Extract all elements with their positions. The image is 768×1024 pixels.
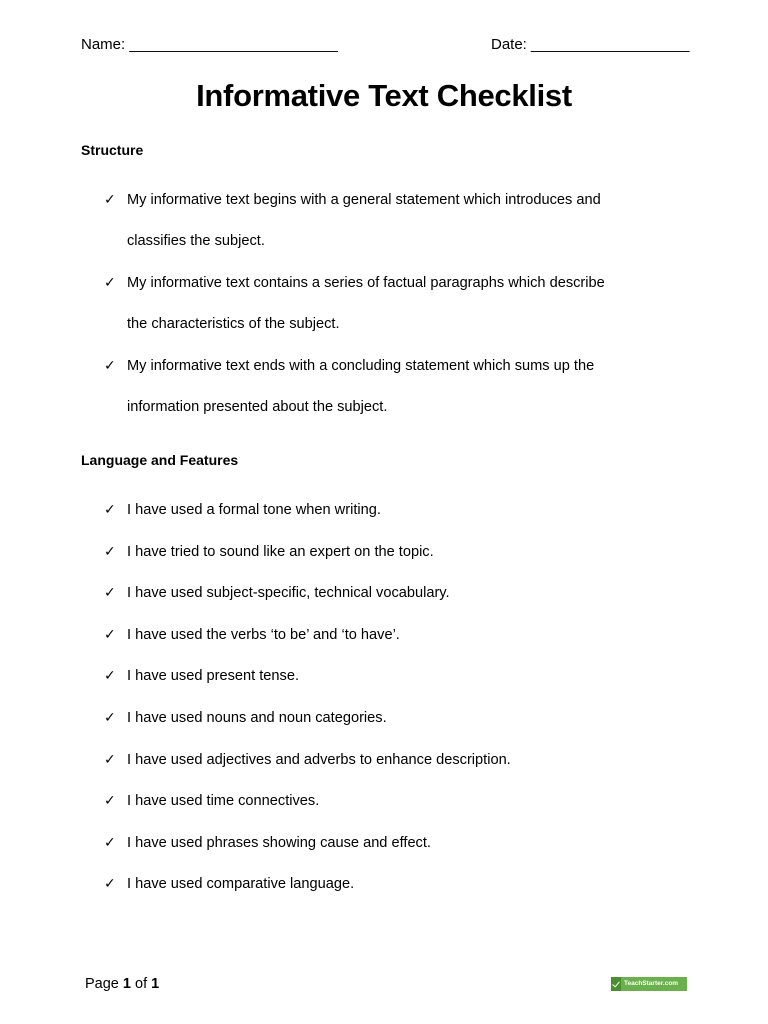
checkmark-icon: ✓ (104, 876, 116, 893)
checkmark-icon: ✓ (104, 585, 116, 602)
checklist-item-text: I have used nouns and noun categories. (127, 709, 387, 726)
checklist-item-text-continued: classifies the subject. (127, 233, 265, 249)
structure-heading: Structure (81, 142, 144, 158)
page-title: Informative Text Checklist (196, 78, 572, 113)
checklist-item-text: I have used time connectives. (127, 793, 320, 810)
checklist-item-text: I have used the verbs ‘to be’ and ‘to have’. (127, 626, 400, 643)
of-word: of (135, 976, 148, 992)
checklist-item-text-continued: information presented about the subject. (127, 399, 388, 415)
checklist-item-text: I have tried to sound like an expert on the topic. (127, 543, 434, 560)
logo-text: TeachStarter.com (624, 980, 679, 987)
checklist-item (0, 627, 768, 669)
language-features-checklist (0, 502, 768, 918)
checkmark-icon: ✓ (104, 793, 116, 810)
checklist-item-text: My informative text begins with a general statement which introduces and (127, 192, 601, 208)
checklist-item-text: My informative text ends with a concluding statement which sums up the (127, 358, 595, 374)
teach-starter-logo (611, 977, 687, 991)
checkmark-icon: ✓ (104, 358, 116, 374)
checklist-item (0, 192, 768, 275)
checklist-item (0, 876, 768, 918)
checklist-item (0, 668, 768, 710)
checklist-item (0, 793, 768, 835)
page-current: 1 (122, 976, 131, 992)
checkmark-icon: ✓ (104, 275, 116, 291)
checklist-item-text-continued: the characteristics of the subject. (127, 316, 340, 332)
checklist-item (0, 585, 768, 627)
checklist-item-text: I have used present tense. (127, 668, 299, 685)
checkmark-icon: ✓ (104, 709, 116, 726)
checkmark-icon: ✓ (104, 626, 116, 643)
page-word: Page (85, 976, 119, 992)
structure-checklist (0, 192, 768, 441)
checkmark-icon: ✓ (104, 543, 116, 560)
checklist-item (0, 752, 768, 794)
language-features-heading: Language and Features (81, 452, 239, 468)
checkmark-icon: ✓ (104, 668, 116, 685)
checkmark-icon: ✓ (104, 834, 116, 851)
page-total: 1 (151, 976, 160, 992)
checkmark-icon: ✓ (104, 192, 116, 208)
checkmark-icon: ✓ (104, 751, 116, 768)
checklist-item (0, 710, 768, 752)
checklist-item-text: I have used adjectives and adverbs to enhance description. (127, 751, 511, 768)
checklist-item (0, 544, 768, 586)
checklist-item-text: I have used comparative language. (127, 876, 355, 893)
checklist-item-text: I have used a formal tone when writing. (127, 502, 381, 518)
checklist-item (0, 275, 768, 358)
checklist-item (0, 358, 768, 441)
checklist-item (0, 502, 768, 544)
page-number (85, 976, 159, 992)
checklist-item (0, 835, 768, 877)
checklist-item-text: My informative text contains a series of factual paragraphs which describe (127, 275, 605, 291)
logo-check-icon (611, 977, 621, 991)
checklist-item-text: I have used subject-specific, technical vocabulary. (127, 585, 450, 602)
date-field-line: Date: ___________________ (491, 36, 690, 53)
name-field-line: Name: _________________________ (81, 36, 338, 53)
checklist-item-text: I have used phrases showing cause and effect. (127, 834, 431, 851)
checkmark-icon: ✓ (104, 502, 116, 518)
